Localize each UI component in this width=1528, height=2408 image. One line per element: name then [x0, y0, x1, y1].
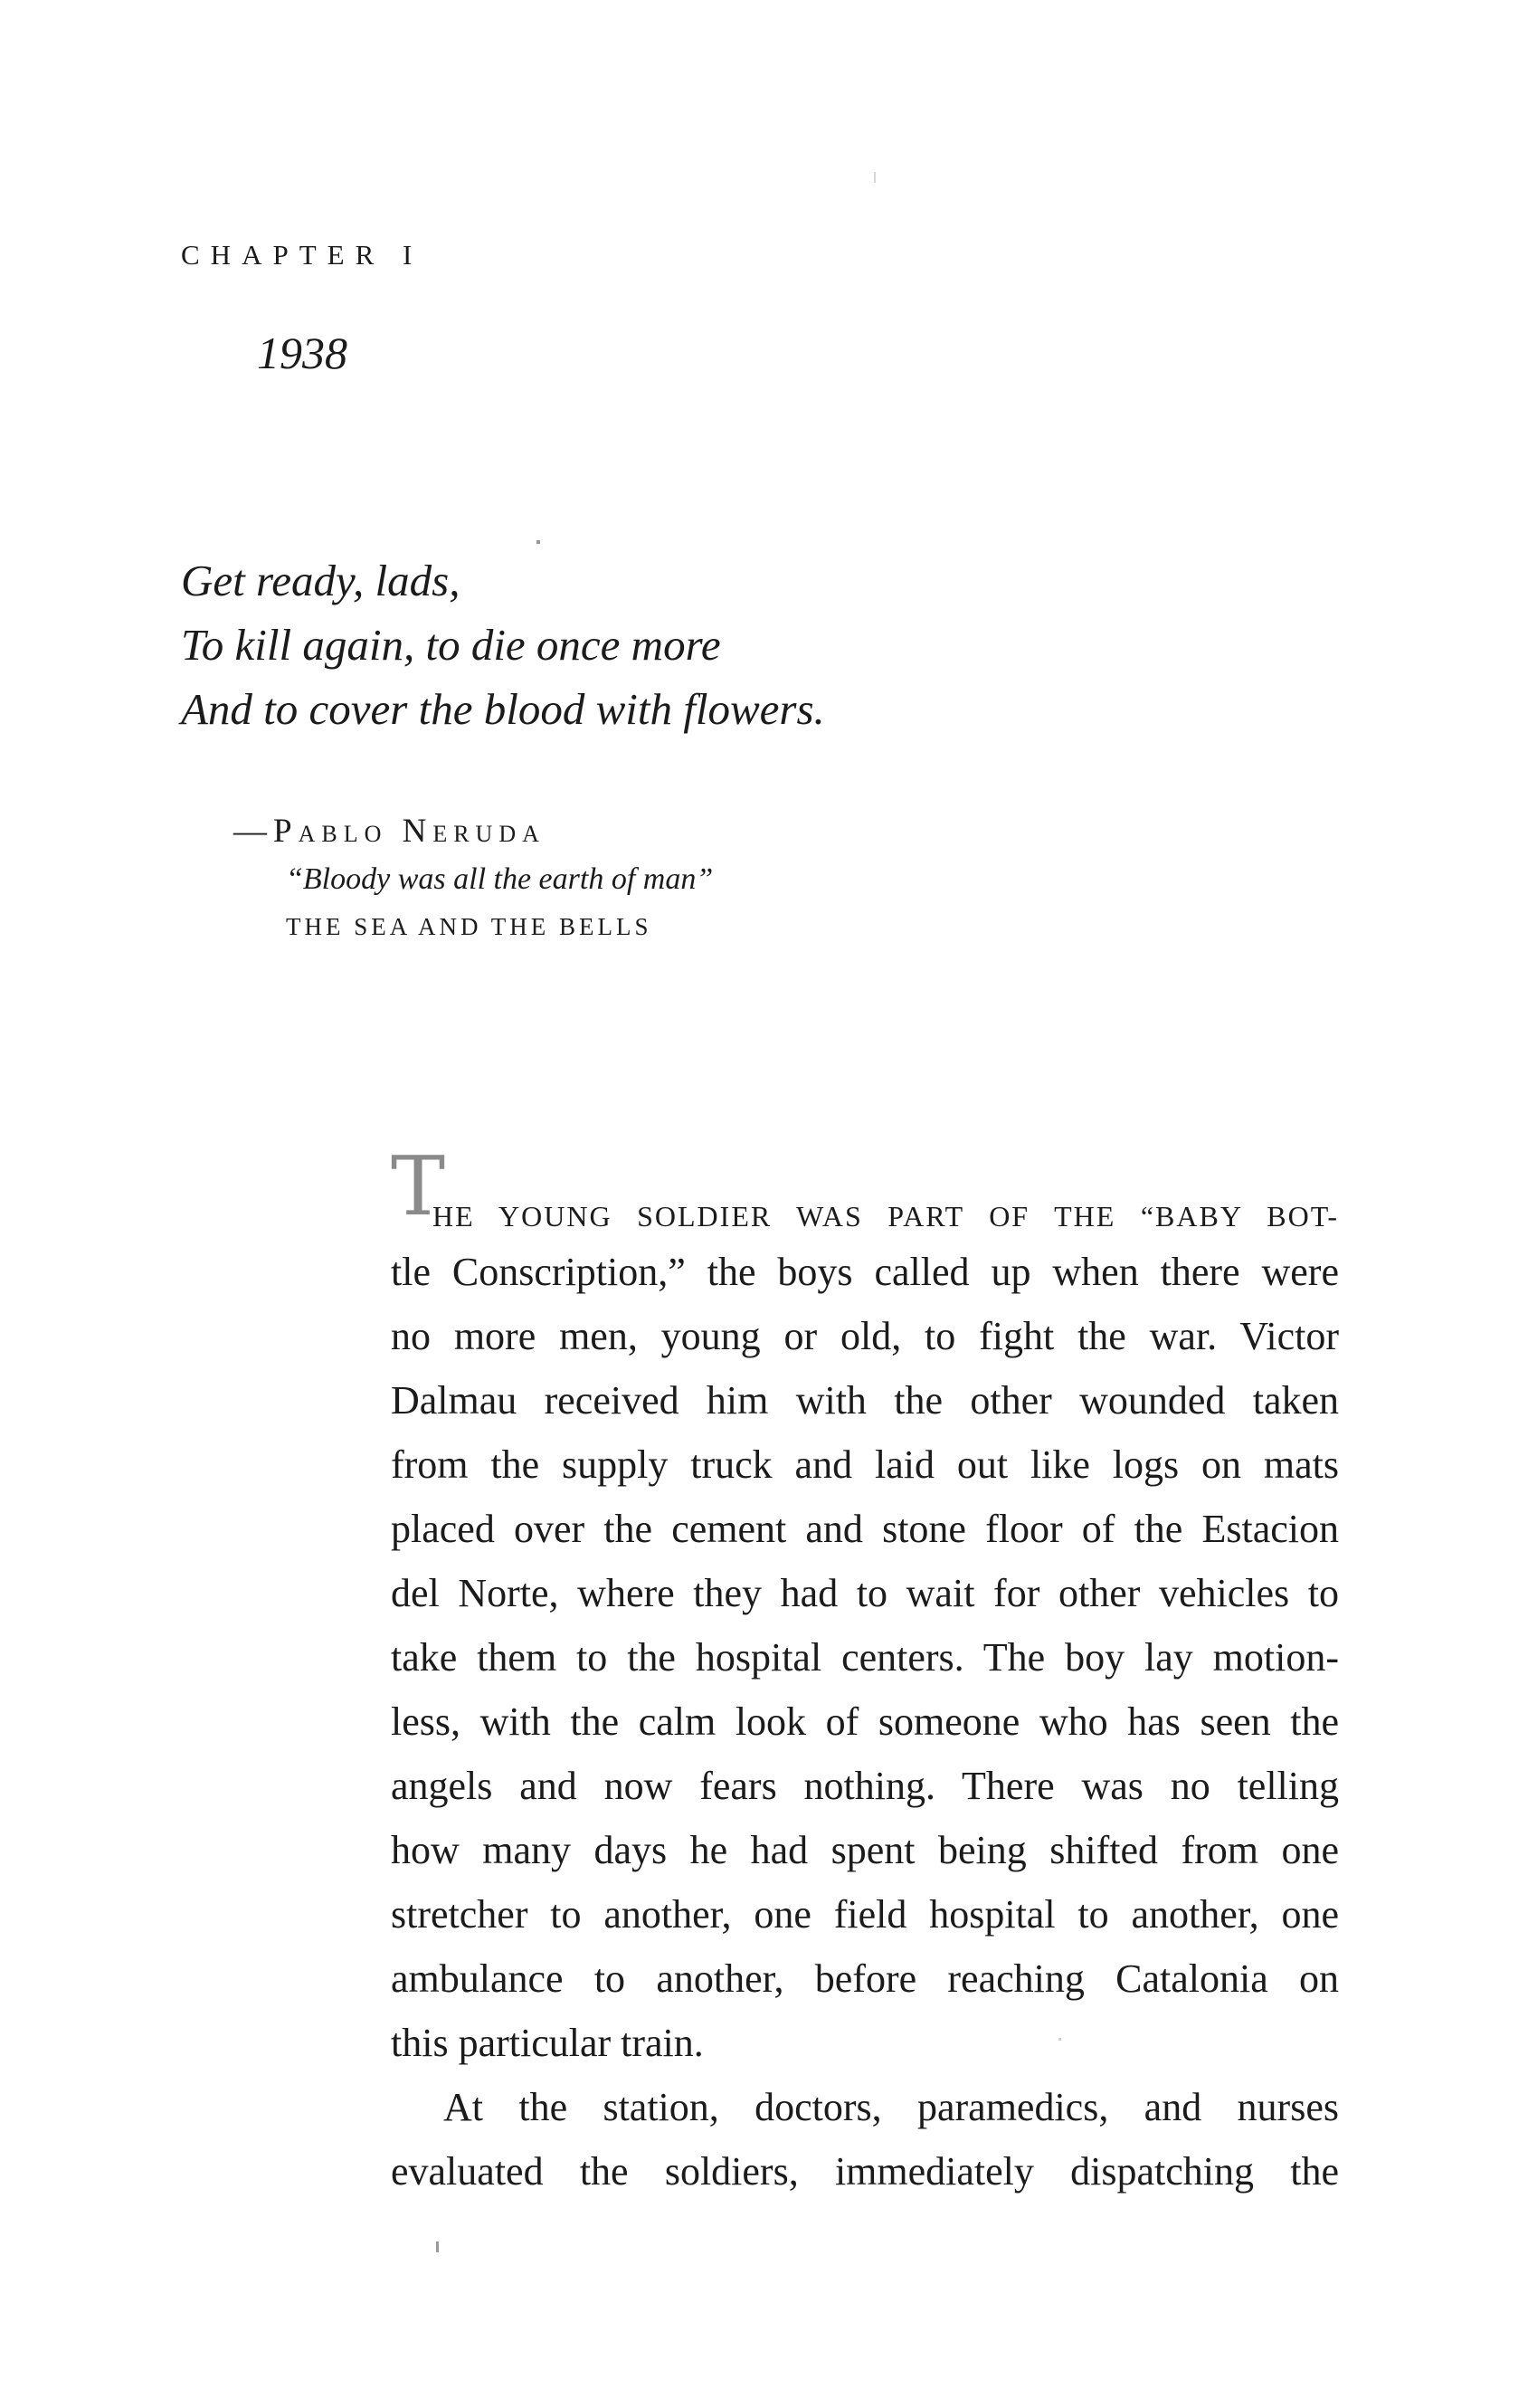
body-line: ambulance to another, before reaching Catalonia on [391, 1956, 1339, 2001]
paragraph-2-line: evaluated the soldiers, immediately dispatching the [391, 2149, 1339, 2194]
opening-line [391, 1139, 1339, 1240]
body-line: angels and now fears nothing. There was no telling [391, 1764, 1339, 1808]
body-line: del Norte, where they had to wait for other vehicles to [391, 1571, 1339, 1615]
body-line: from the supply truck and laid out like logs on mats [391, 1442, 1339, 1487]
epigraph-poem-title: “Bloody was all the earth of man” [286, 862, 714, 896]
scan-speck [536, 540, 540, 544]
epigraph-line-2: To kill again, to die once more [181, 620, 721, 670]
scan-speck [874, 172, 876, 183]
body-line: no more men, young or old, to fight the war. Victor [391, 1314, 1339, 1358]
chapter-label: CHAPTER I [181, 239, 423, 271]
epigraph-line-1: Get ready, lads, [181, 556, 460, 605]
body-line: less, with the calm look of someone who has seen the [391, 1699, 1339, 1744]
body-line: placed over the cement and stone floor of the Estacion [391, 1507, 1339, 1551]
body-line: tle Conscription,” the boys called up when there were [391, 1250, 1339, 1294]
body-line: this particular train. [391, 2021, 704, 2065]
scan-speck [1058, 2038, 1061, 2041]
paragraph-2-line: At the station, doctors, paramedics, and nurses [443, 2085, 1339, 2129]
epigraph-author: —Pablo Neruda [233, 813, 546, 850]
opening-small-caps: HE YOUNG SOLDIER WAS PART OF THE “BABY BOT- [432, 1200, 1339, 1233]
body-line: how many days he had spent being shifted from one [391, 1828, 1339, 1872]
epigraph-book-title: THE SEA AND THE BELLS [286, 913, 652, 940]
epigraph-attribution [233, 811, 1048, 945]
epigraph [181, 548, 995, 741]
body-text [391, 1139, 1339, 2203]
body-line: Dalmau received him with the other wounded taken [391, 1378, 1339, 1423]
body-line: stretcher to another, one field hospital to another, one [391, 1892, 1339, 1937]
chapter-title: 1938 [257, 328, 347, 378]
body-line: take them to the hospital centers. The boy lay motion- [391, 1635, 1339, 1680]
drop-cap: T [391, 1139, 446, 1234]
scan-speck [436, 2241, 439, 2252]
epigraph-line-3: And to cover the blood with flowers. [181, 684, 825, 734]
